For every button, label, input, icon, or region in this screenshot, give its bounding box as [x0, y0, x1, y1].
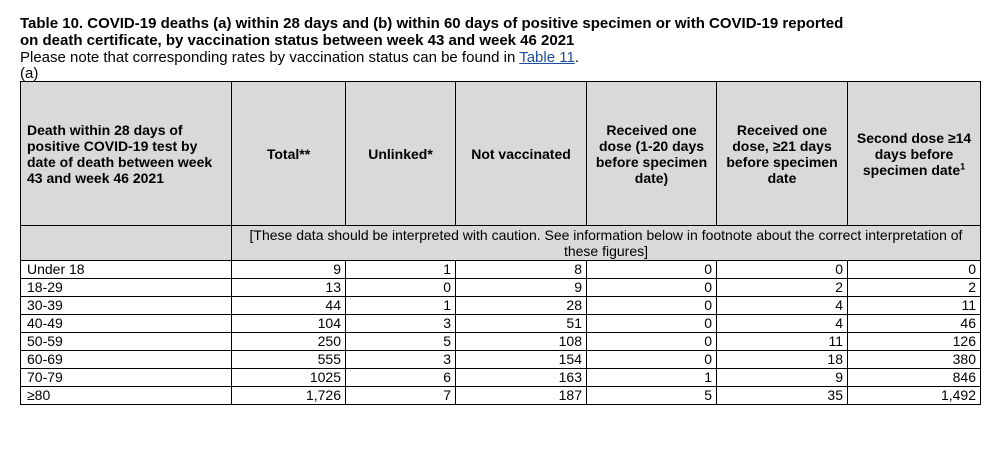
cell-unlinked: 3 [346, 351, 456, 369]
cell-second-dose: 46 [848, 315, 981, 333]
cell-not-vaccinated: 51 [456, 315, 587, 333]
table-row [21, 279, 981, 297]
footnote-marker: 1 [960, 160, 966, 171]
cell-one-dose-21: 4 [717, 297, 848, 315]
cell-age: 70-79 [21, 369, 232, 387]
rates-note-text: Please note that corresponding rates by vaccination status can be found in [20, 49, 520, 66]
cell-total: 44 [232, 297, 346, 315]
cell-total: 9 [232, 261, 346, 279]
cell-age: 18-29 [21, 279, 232, 297]
cell-unlinked: 3 [346, 315, 456, 333]
cell-not-vaccinated: 28 [456, 297, 587, 315]
caution-note: [These data should be interpreted with caution. See information below in footnote about the correct interpretation of these figures] [232, 226, 981, 261]
cell-one-dose-1-20: 0 [587, 333, 717, 351]
table-row [21, 333, 981, 351]
cell-one-dose-1-20: 5 [587, 387, 717, 405]
header-unlinked: Unlinked* [346, 82, 456, 226]
header-row [21, 82, 981, 226]
caution-spacer-cell [21, 226, 232, 261]
cell-second-dose: 846 [848, 369, 981, 387]
cell-not-vaccinated: 163 [456, 369, 587, 387]
table-title-line-2: on death certificate, by vaccination status between week 43 and week 46 2021 [20, 32, 575, 49]
header-not-vaccinated: Not vaccinated [456, 82, 587, 226]
header-row-label: Death within 28 days of positive COVID-19 test by date of death between week 43 and week 46 2021 [21, 82, 232, 226]
cell-not-vaccinated: 9 [456, 279, 587, 297]
cell-age: 40-49 [21, 315, 232, 333]
cell-one-dose-1-20: 0 [587, 315, 717, 333]
cell-one-dose-21: 9 [717, 369, 848, 387]
table-row [21, 297, 981, 315]
cell-not-vaccinated: 154 [456, 351, 587, 369]
table-row [21, 261, 981, 279]
cell-age: Under 18 [21, 261, 232, 279]
cell-total: 1,726 [232, 387, 346, 405]
table-title-line-1: Table 10. COVID-19 deaths (a) within 28 days and (b) within 60 days of positive specimen or with COVID-19 reported [20, 15, 844, 32]
header-second-dose-text: Second dose ≥14 days before specimen date [856, 129, 972, 178]
table-11-link[interactable]: Table 11 [519, 49, 575, 66]
cell-second-dose: 2 [848, 279, 981, 297]
cell-one-dose-21: 4 [717, 315, 848, 333]
cell-one-dose-1-20: 0 [587, 351, 717, 369]
cell-total: 250 [232, 333, 346, 351]
table-title [20, 15, 980, 49]
cell-age: ≥80 [21, 387, 232, 405]
cell-age: 50-59 [21, 333, 232, 351]
cell-not-vaccinated: 8 [456, 261, 587, 279]
cell-not-vaccinated: 187 [456, 387, 587, 405]
cell-unlinked: 6 [346, 369, 456, 387]
cell-one-dose-1-20: 0 [587, 261, 717, 279]
table-row [21, 369, 981, 387]
cell-unlinked: 1 [346, 297, 456, 315]
cell-second-dose: 1,492 [848, 387, 981, 405]
rates-note [20, 49, 980, 66]
table-row [21, 351, 981, 369]
cell-not-vaccinated: 108 [456, 333, 587, 351]
cell-one-dose-21: 0 [717, 261, 848, 279]
cell-second-dose: 380 [848, 351, 981, 369]
rates-note-suffix: . [574, 49, 579, 66]
cell-one-dose-21: 11 [717, 333, 848, 351]
caution-row [21, 226, 981, 261]
cell-one-dose-21: 18 [717, 351, 848, 369]
cell-unlinked: 5 [346, 333, 456, 351]
deaths-table [20, 81, 981, 405]
table-row [21, 315, 981, 333]
cell-total: 13 [232, 279, 346, 297]
document-page [20, 15, 980, 405]
cell-unlinked: 1 [346, 261, 456, 279]
cell-second-dose: 0 [848, 261, 981, 279]
header-second-dose [848, 82, 981, 226]
cell-total: 555 [232, 351, 346, 369]
cell-unlinked: 0 [346, 279, 456, 297]
cell-second-dose: 126 [848, 333, 981, 351]
cell-one-dose-1-20: 0 [587, 297, 717, 315]
cell-unlinked: 7 [346, 387, 456, 405]
header-total: Total** [232, 82, 346, 226]
header-one-dose-21: Received one dose, ≥21 days before specimen date [717, 82, 848, 226]
header-one-dose-1-20: Received one dose (1-20 days before specimen date) [587, 82, 717, 226]
cell-one-dose-21: 2 [717, 279, 848, 297]
subtable-label: (a) [20, 65, 39, 82]
table-row [21, 387, 981, 405]
cell-age: 30-39 [21, 297, 232, 315]
cell-one-dose-21: 35 [717, 387, 848, 405]
cell-second-dose: 11 [848, 297, 981, 315]
cell-one-dose-1-20: 1 [587, 369, 717, 387]
cell-one-dose-1-20: 0 [587, 279, 717, 297]
cell-age: 60-69 [21, 351, 232, 369]
cell-total: 1025 [232, 369, 346, 387]
cell-total: 104 [232, 315, 346, 333]
